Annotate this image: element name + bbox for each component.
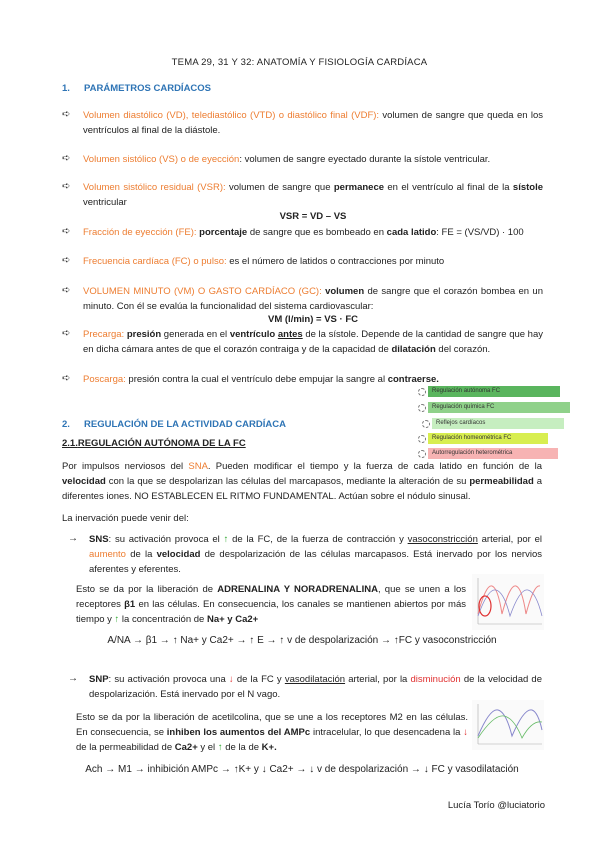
text: y el: [197, 742, 218, 753]
up-arrow: ↑: [217, 742, 223, 753]
text: arterial, por la: [345, 674, 411, 685]
down-arrow: ↓: [463, 727, 468, 738]
text: : su activación provoca una: [108, 674, 229, 685]
text: en el ventrículo al final de la: [384, 182, 513, 193]
snp-action-potential-graph: [472, 700, 544, 750]
legend-item: [432, 418, 564, 429]
text: a diferentes iones. NO ESTABLECEN EL RITMO FUNDAMENTAL. Actúan sobre el nódulo sinusal.: [62, 476, 542, 502]
text: generada en el: [161, 329, 230, 340]
snp-mechanism: [76, 710, 468, 755]
down-arrow: ↓: [228, 674, 234, 685]
bold-text: dilatación: [391, 344, 436, 355]
term: Volumen sistólico (VS) o de eyección: [83, 154, 240, 165]
highlight-text: SNA: [188, 461, 208, 472]
hand-point-right-icon: ➪: [62, 181, 71, 192]
text: Esto se da por la liberación de acetilcolina, que se une a los receptores M2 en las células. En consecuencia, se: [76, 712, 468, 738]
document-title: TEMA 29, 31 Y 32: ANATOMÍA Y FISIOLOGÍA CARDÍACA: [171, 57, 428, 68]
text: ventricular: [83, 197, 127, 208]
bold-text: ADRENALINA Y NORADRENALINA: [217, 584, 378, 595]
term: Volumen sistólico residual (VSR):: [83, 182, 226, 193]
term: Poscarga:: [83, 374, 126, 385]
text: volumen de sangre que: [225, 182, 334, 193]
legend-label: Regulación autónoma FC: [432, 388, 501, 394]
underline-text: vasodilatación: [284, 674, 346, 685]
text: presión contra la cual el ventrículo debe empujar la sangre al: [125, 374, 388, 385]
formula: VSR = VD – VS: [279, 211, 347, 222]
hand-point-right-icon: ➪: [62, 373, 71, 384]
hand-point-right-icon: ➪: [62, 226, 71, 237]
color-legend: [416, 386, 576, 456]
list-item: [83, 372, 543, 387]
term: Volumen diastólico (VD), telediastólico (VTD) o diastólico final (VDF):: [83, 110, 380, 121]
hand-point-right-icon: ➪: [62, 285, 71, 296]
arrow-right-icon: →: [68, 533, 78, 544]
section-title: PARÁMETROS CARDÍACOS: [84, 83, 212, 94]
legend-item: [428, 386, 560, 397]
definition: : volumen de sangre eyectado durante la sístole ventricular.: [239, 154, 491, 165]
up-arrow: ↑: [223, 534, 229, 545]
text: : FE = (VS/VD) · 100: [436, 227, 524, 238]
text: Por impulsos nerviosos del: [62, 461, 189, 472]
legend-label: Autorregulación heterométrica: [432, 450, 513, 456]
hand-point-right-icon: ➪: [62, 109, 71, 120]
term: Fracción de eyección (FE):: [83, 227, 197, 238]
text: de la sístole. Depende de la cantidad de sangre que hay en dicha cámara antes de que el corazón contraiga y de la capacidad de: [83, 329, 543, 355]
hand-point-right-icon: ➪: [62, 255, 71, 266]
legend-marker: [418, 404, 426, 412]
list-item: [83, 327, 543, 357]
text: : su activación provoca el: [108, 534, 224, 545]
legend-label: Regulación homeométrica FC: [432, 435, 512, 441]
bold-text: Na+ y Ca2+: [206, 614, 259, 625]
formula: VM (l/min) = VS · FC: [268, 314, 358, 325]
text: de la FC, de la fuerza de contracción y: [228, 534, 408, 545]
term: VOLUMEN MINUTO (VM) O GASTO CARDÍACO (GC):: [83, 286, 322, 297]
sns-mechanism: [76, 582, 466, 627]
underline-text: vasoconstricción: [407, 534, 478, 545]
text: arterial, por el: [477, 534, 542, 545]
bold-text: K+.: [261, 742, 277, 753]
bold-text: presión: [124, 329, 162, 340]
list-item: [83, 180, 543, 210]
legend-marker: [418, 450, 426, 458]
bold-text: permeabilidad: [469, 476, 534, 487]
legend-marker: [418, 388, 426, 396]
list-item: [83, 152, 543, 167]
definition: volumen de sangre que queda en los ventrículos al final de la diástole.: [83, 110, 543, 136]
bold-text: inhiben los aumentos del AMPc: [166, 727, 311, 738]
legend-label: Reflejos cardíacos: [436, 420, 486, 426]
author-footer: Lucía Torío @luciatorio: [447, 800, 545, 811]
legend-label: Regulación química FC: [432, 404, 495, 410]
bold-text: cada latido: [386, 227, 437, 238]
text: de la: [125, 549, 157, 560]
bold-text: volumen: [321, 286, 365, 297]
section-heading-2: [62, 419, 286, 430]
term: Frecuencia cardíaca (FC) o pulso:: [83, 256, 227, 267]
text: de despolarización de las células marcapasos. Está inervado por los nervios aferentes y eferentes.: [89, 549, 542, 575]
bold-text: velocidad: [62, 476, 106, 487]
text: de sangre que el corazón bombea en un minuto. Con él se evalúa la funcionalidad del sistema cardiovascular:: [83, 286, 543, 312]
sns-description: [89, 532, 542, 577]
text: de la velocidad de despolarización. Está inervado por el N vago.: [89, 674, 542, 700]
hand-point-right-icon: ➪: [62, 153, 71, 164]
definition: es el número de latidos o contracciones por minuto: [226, 256, 445, 267]
subsection-heading: [62, 438, 246, 449]
term: Precarga:: [83, 329, 125, 340]
text: Esto se da por la liberación de: [76, 584, 218, 595]
sns-chain: A/NA → β1 → ↑ Na+ y Ca2+ → ↑ E → ↑ v de despolarización → ↑FC y vasoconstricción: [107, 635, 497, 646]
text: de la de: [222, 742, 262, 753]
paragraph: [62, 459, 542, 504]
bold-text: velocidad: [156, 549, 201, 560]
list-item: [83, 108, 543, 138]
text: de la FC y: [233, 674, 285, 685]
text: de la permeabilidad de: [76, 742, 175, 753]
hand-point-right-icon: ➪: [62, 328, 71, 339]
text: intracelular, lo que desencadena la: [310, 727, 464, 738]
subsection-number: 2.1.: [62, 438, 78, 449]
bold-text: β1: [124, 599, 136, 610]
section-heading-1: [62, 83, 211, 94]
list-item: [83, 225, 553, 240]
legend-item: [428, 448, 558, 459]
text: . Pueden modificar el tiempo y la fuerza de cada latido en función de la: [207, 461, 542, 472]
text: de sangre que es bombeado en: [247, 227, 387, 238]
snp-description: [89, 672, 542, 702]
list-item: [83, 254, 543, 269]
up-arrow: ↑: [114, 614, 120, 625]
legend-marker: [422, 420, 430, 428]
legend-item: [428, 402, 570, 413]
section-number: 1.: [62, 83, 70, 94]
bold-text: SNS: [89, 534, 109, 545]
legend-item: [428, 433, 548, 444]
sns-action-potential-graph: [472, 574, 544, 630]
text: del corazón.: [435, 344, 491, 355]
highlight-text: aumento: [89, 549, 126, 560]
section-title: REGULACIÓN DE LA ACTIVIDAD CARDÍACA: [84, 419, 286, 430]
paragraph: La inervación puede venir del:: [62, 513, 189, 524]
bold-text: sístole: [512, 182, 544, 193]
arrow-right-icon: →: [68, 673, 78, 684]
highlight-text: disminución: [410, 674, 461, 685]
bold-underline-text: antes: [277, 329, 303, 340]
bold-text: porcentaje: [196, 227, 248, 238]
bold-text: contraerse.: [387, 374, 439, 385]
legend-marker: [418, 435, 426, 443]
bold-text: SNP: [89, 674, 109, 685]
bold-text: Ca2+: [174, 742, 198, 753]
text: con la que se despolarizan las células del marcapasos, mediante la alteración de su: [105, 476, 470, 487]
list-item: [83, 284, 543, 314]
section-number: 2.: [62, 419, 70, 430]
text: la concentración de: [119, 614, 207, 625]
bold-text: permanece: [333, 182, 385, 193]
subsection-title: REGULACIÓN AUTÓNOMA DE LA FC: [77, 438, 246, 449]
text: en las células. En consecuencia, los canales se mantienen abiertos por más tiempo y: [76, 599, 466, 625]
text: , que se unen a los receptores: [76, 584, 466, 610]
bold-text: ventrículo: [229, 329, 276, 340]
snp-chain: Ach → M1 → inhibición AMPc → ↑K+ y ↓ Ca2+ → ↓ v de despolarización → ↓ FC y vasodilatación: [85, 764, 519, 775]
